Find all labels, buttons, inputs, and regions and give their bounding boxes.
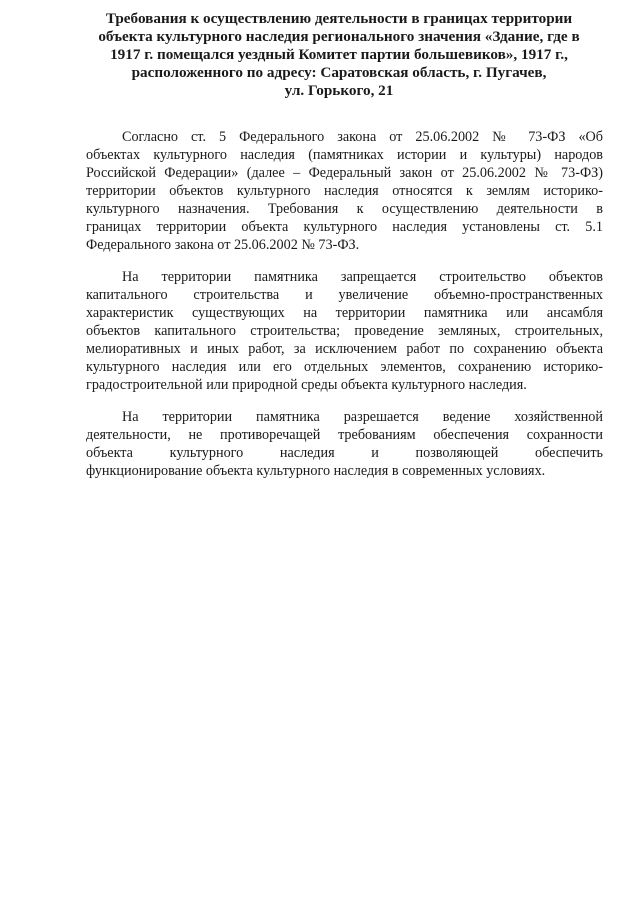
text-line: капитального строительства и увеличение объемно-пространственных: [86, 287, 603, 303]
title-line: ул. Горького, 21: [284, 82, 394, 99]
text-line: территории объектов культурного наследия относятся к землям историко-: [86, 183, 603, 199]
text-line: границах территории объекта культурного наследия установлены ст. 5.1: [86, 219, 603, 235]
document-title: [74, 10, 604, 100]
text-line: культурного наследия или его отдельных элементов, сохранению историко-: [86, 359, 603, 375]
text-line: Федерального закона от 25.06.2002 № 73-ФЗ.: [86, 237, 360, 253]
text-line: Согласно ст. 5 Федерального закона от 25.06.2002 № 73-ФЗ «Об: [122, 129, 603, 145]
document-body: [86, 128, 603, 494]
paragraph-protected-lands: [86, 128, 603, 254]
text-line: деятельности, не противоречащей требованиям обеспечения сохранности: [86, 427, 603, 443]
text-line: характеристик существующих на территории памятника или ансамбля: [86, 305, 603, 321]
text-line: объекта культурного наследия и позволяющей обеспечить: [86, 445, 603, 461]
text-line: функционирование объекта культурного наследия в современных условиях.: [86, 463, 546, 479]
text-line: Российской Федерации» (далее – Федеральный закон от 25.06.2002 № 73-ФЗ): [86, 165, 603, 181]
text-line: объектов капитального строительства; проведение земляных, строительных,: [86, 323, 603, 339]
title-line: 1917 г. помещался уездный Комитет партии большевиков», 1917 г.,: [110, 46, 568, 63]
title-line: Требования к осуществлению деятельности в границах территории: [105, 10, 573, 27]
text-line: На территории памятника разрешается ведение хозяйственной: [122, 409, 603, 425]
text-line: На территории памятника запрещается строительство объектов: [122, 269, 603, 285]
text-line: культурного назначения. Требования к осуществлению деятельности в: [86, 201, 603, 217]
text-line: градостроительной или природной среды объекта культурного наследия.: [86, 377, 527, 393]
paragraph-prohibitions: [86, 268, 603, 394]
title-line: объекта культурного наследия регионального значения «Здание, где в: [98, 28, 580, 45]
text-line: мелиоративных и иных работ, за исключением работ по сохранению объекта: [86, 341, 603, 357]
paragraph-permissions: [86, 408, 603, 480]
text-line: объектах культурного наследия (памятниках истории и культуры) народов: [86, 147, 603, 163]
title-line: расположенного по адресу: Саратовская область, г. Пугачев,: [131, 64, 547, 81]
